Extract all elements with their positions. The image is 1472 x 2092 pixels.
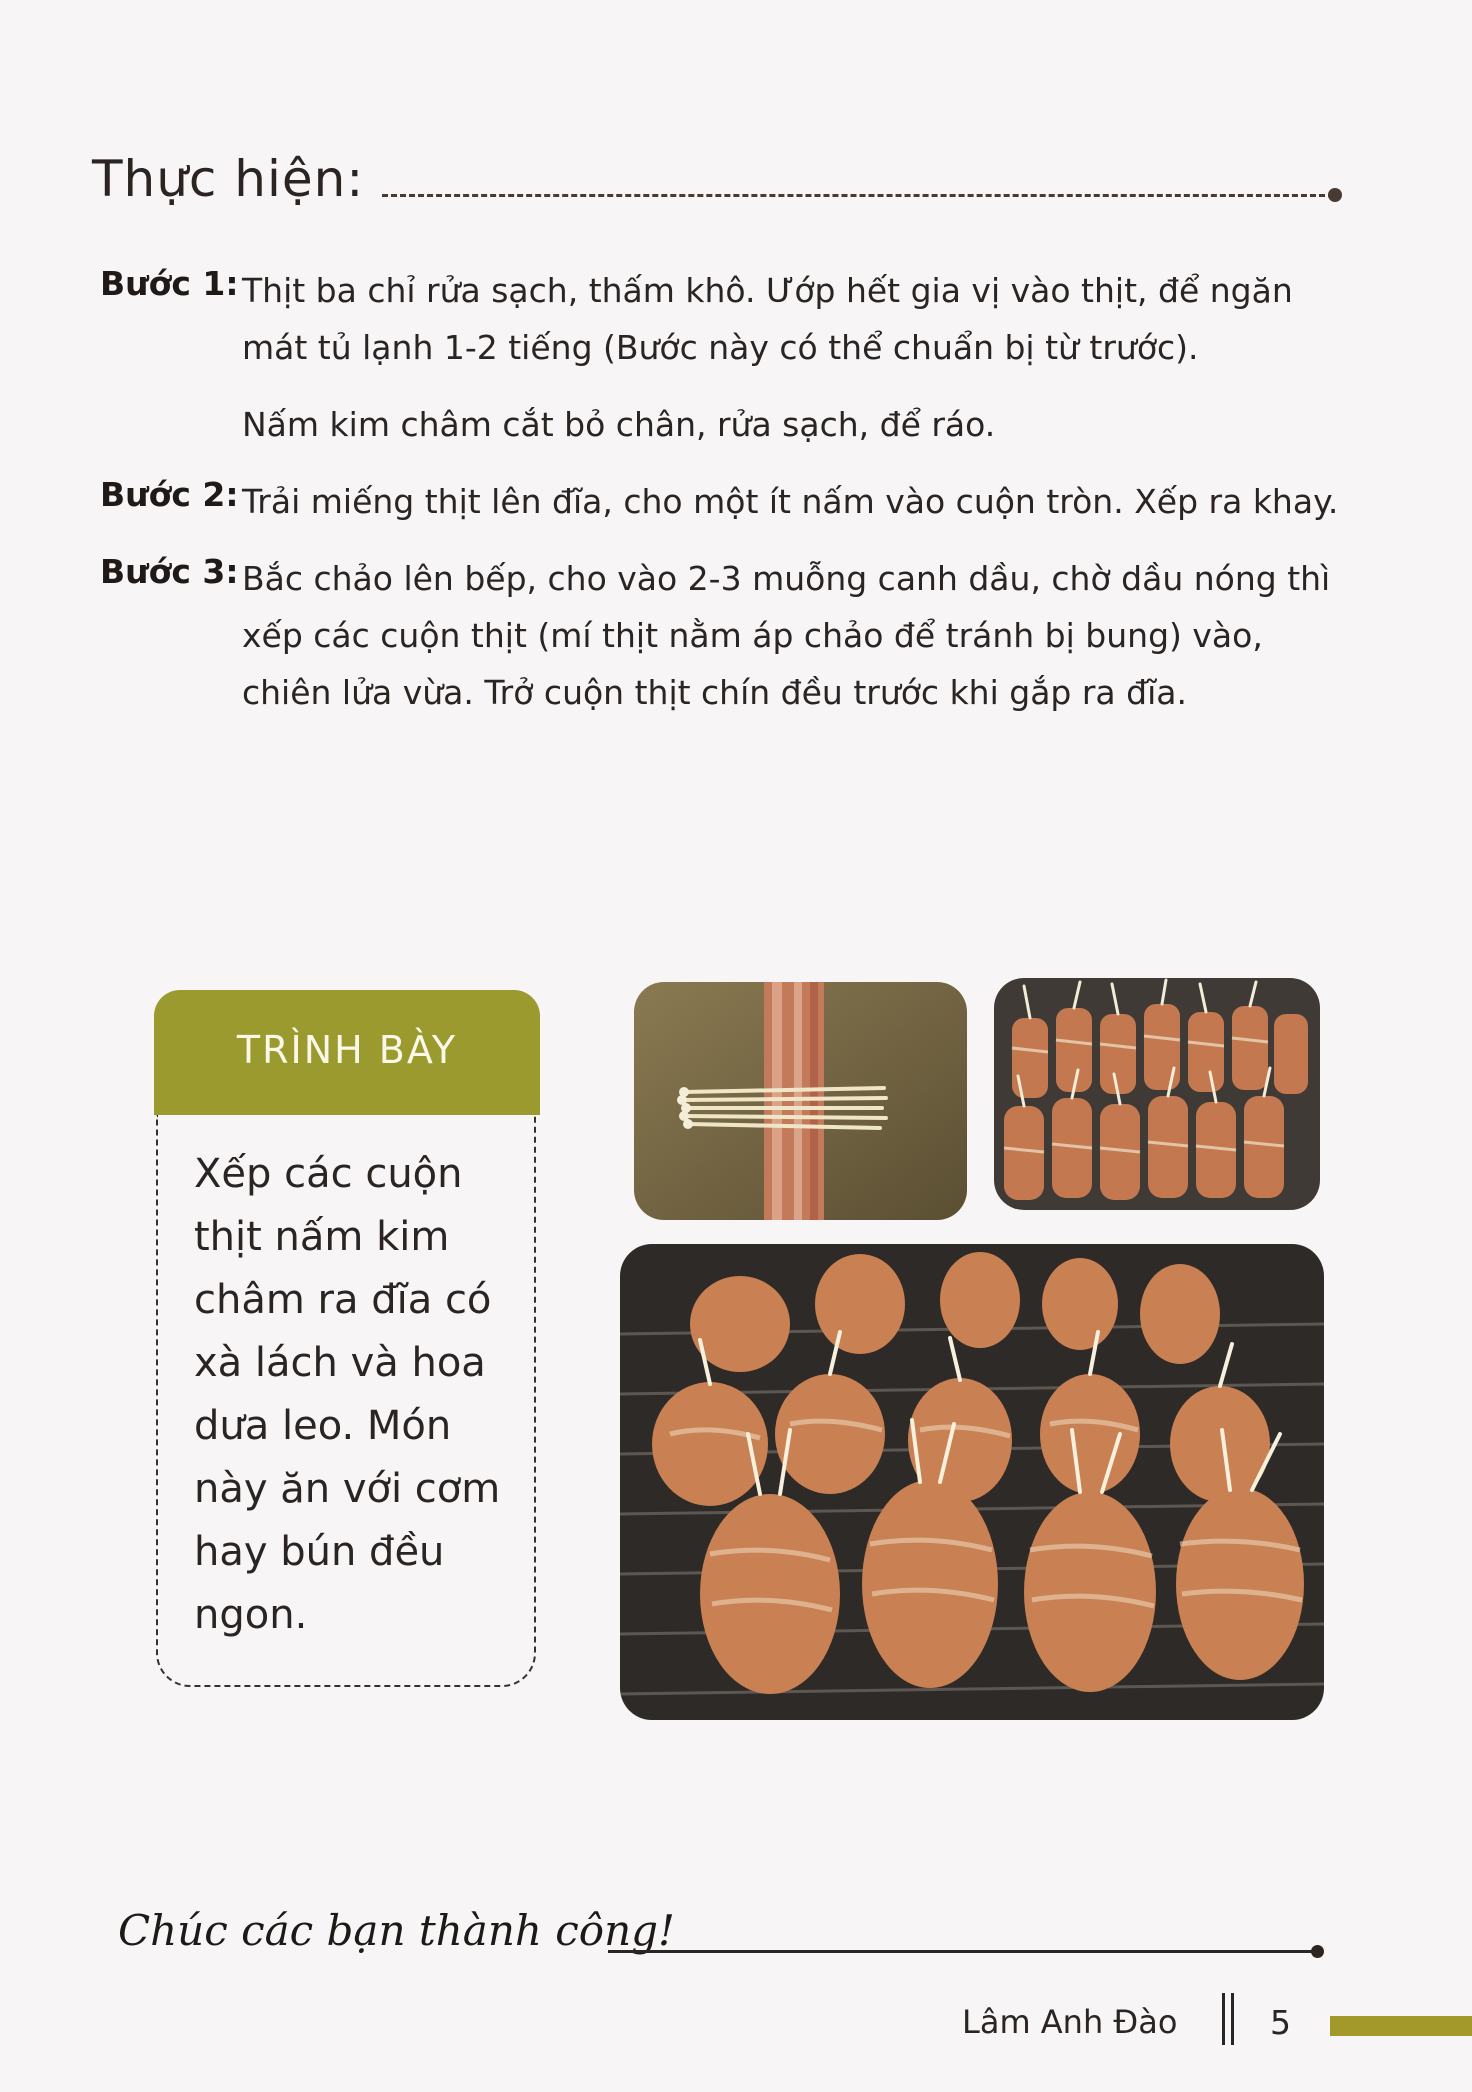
presentation-text: Xếp các cuộn thịt nấm kim châm ra đĩa có xà lách và hoa dưa leo. Món này ăn với cơm hay bún đều ngon. (194, 1151, 501, 1638)
step-label: Bước 2: (100, 475, 239, 514)
photo-rolls-on-rack (620, 1244, 1324, 1720)
step-paragraph: Bắc chảo lên bếp, cho vào 2-3 muỗng canh dầu, chờ dầu nóng thì xếp các cuộn thịt (mí thịt nằm áp chảo để tránh bị bung) vào, chiên lửa vừa. Trở cuộn thịt chín đều trước khi gắp ra đĩa. (242, 559, 1331, 712)
footer-accent-bar (1330, 2016, 1472, 2036)
step-body (242, 473, 1350, 530)
section-heading (92, 150, 1342, 220)
step-3 (100, 550, 1350, 721)
presentation-box (154, 990, 540, 1700)
footer-separator (1222, 1993, 1238, 2045)
step-label: Bước 1: (100, 264, 239, 303)
step-1 (100, 262, 1350, 453)
signoff-line-end-dot (1311, 1945, 1324, 1958)
step-2 (100, 473, 1350, 530)
author-name: Lâm Anh Đào (962, 2003, 1178, 2041)
signoff-line (608, 1950, 1314, 1953)
section-title: Thực hiện: (92, 150, 365, 208)
step-body (242, 262, 1350, 453)
dashed-divider (382, 194, 1334, 197)
step-label: Bước 3: (100, 552, 239, 591)
step-paragraph: Thịt ba chỉ rửa sạch, thấm khô. Ướp hết gia vị vào thịt, để ngăn mát tủ lạnh 1-2 tiếng (Bước này có thể chuẩn bị từ trước). (242, 271, 1293, 367)
photo-rolling-meat-image (634, 982, 967, 1220)
step-paragraph: Nấm kim châm cắt bỏ chân, rửa sạch, để ráo. (242, 405, 996, 444)
step-body (242, 550, 1350, 721)
photo-rolling-meat (634, 982, 967, 1220)
photo-rolls-in-tray (994, 978, 1320, 1210)
step-paragraph: Trải miếng thịt lên đĩa, cho một ít nấm vào cuộn tròn. Xếp ra khay. (242, 482, 1339, 521)
presentation-header (154, 990, 540, 1115)
photo-rolls-on-rack-image (620, 1244, 1324, 1720)
presentation-title: TRÌNH BÀY (236, 1028, 458, 1072)
divider-end-dot (1328, 188, 1342, 202)
page-number: 5 (1270, 2003, 1291, 2042)
signoff (118, 1906, 1324, 1976)
steps-list (100, 262, 1350, 741)
signoff-text: Chúc các bạn thành công! (118, 1906, 675, 1955)
presentation-body (156, 1115, 536, 1687)
photo-rolls-in-tray-image (994, 978, 1320, 1210)
